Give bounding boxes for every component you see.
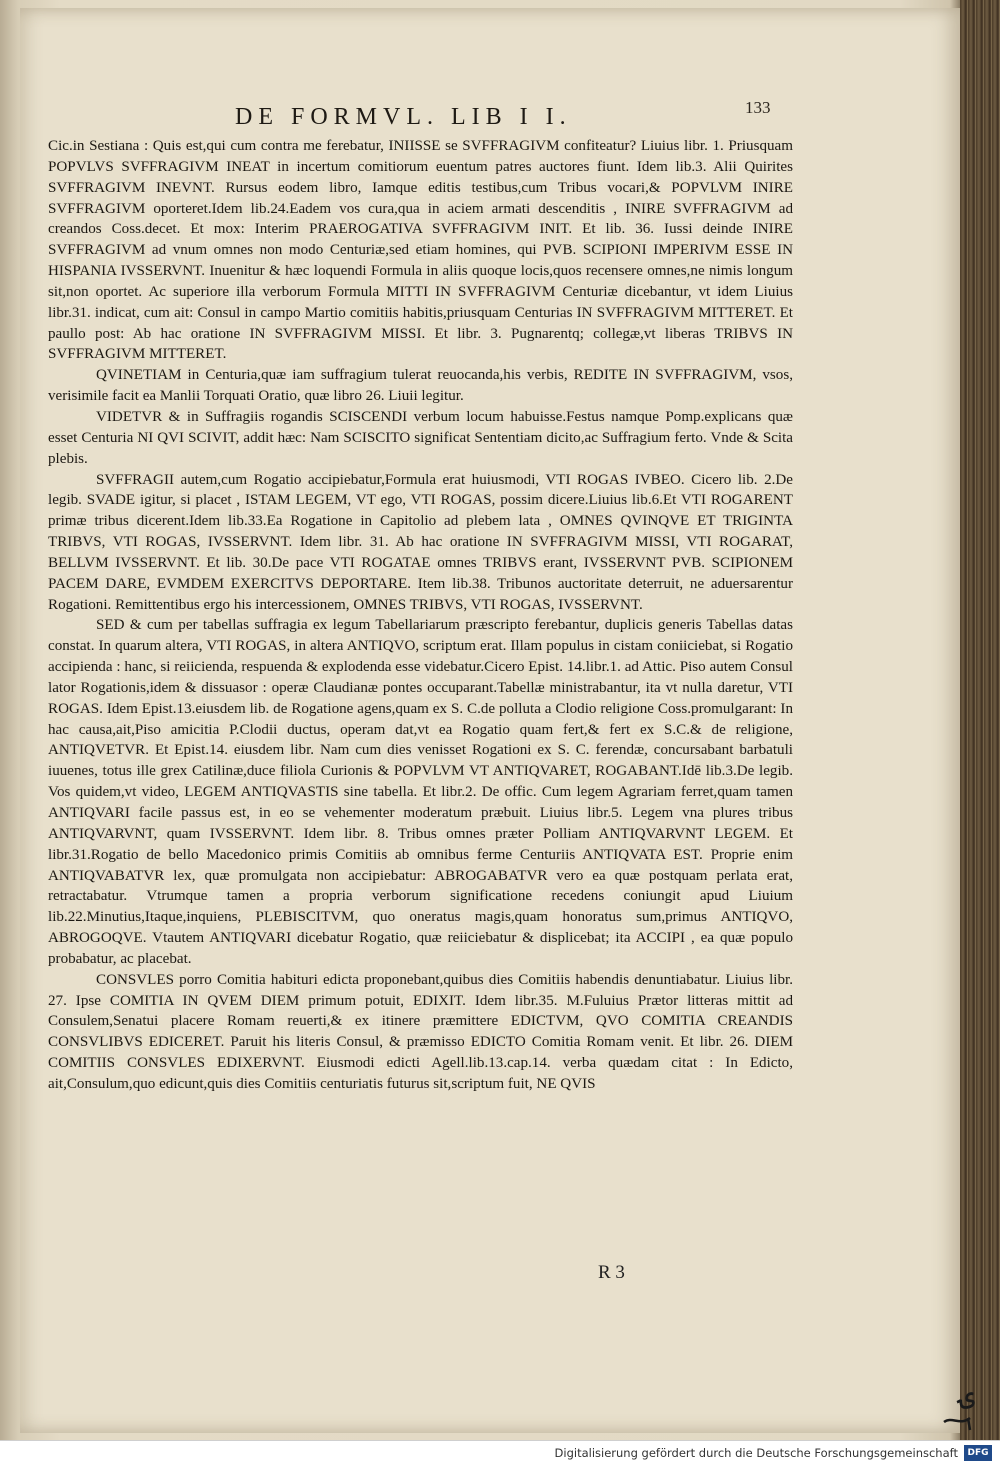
paragraph: CONSVLES porro Comitia habituri edicta proponebant,quibus dies Comitiis habendis denuntiabatur. Liuius libr. 27. Ipse COMITIA IN QVEM DIEM primum potuit, EDIXIT. Idem libr.35. M.Fuluius Prætor litteras mittit ad Consulem,Senatui placere Romam reuerti,& ex itinere præmittere EDICTVM, QVO COMITIA CREANDIS CONSVLIBVS EDICERET. Paruit his literis Consul, & præmisso EDICTO Comitia Romam venit. Et libr. 26. DIEM COMITIIS CONSVLES EDIXERVNT. Eiusmodi edicti Agell.lib.13.cap.14. verba quædam citat : In Edicto, ait,Consulum,quo edicunt,quis dies Comitiis centuriatis futurus sit,scriptum fuit, NE QVIS [48,971,793,1092]
paragraph: SVFFRAGII autem,cum Rogatio accipiebatur,Formula erat huiusmodi, VTI ROGAS IVBEO. Cicero lib. 2.De legib. SVADE igitur, si placet , ISTAM LEGEM, VT ego, VTI ROGAS, possim dicere.Liuius lib.6.Et VTI ROGARENT primæ tribus dicerent.Idem lib.33.Ea Rogatione in Capitolio ad plebem lata , OMNES QVINQVE ET TRIGINTA TRIBVS, VTI ROGAS, IVSSERVNT. Idem libr. 31. Ab hac oratione IN SVFFRAGIVM MISSI, VTI ROGARAT, BELLVM IVSSERVNT. Et lib. 30.De pace VTI ROGATAE omnes TRIBVS erant, IVSSERVNT PVB. SCIPIONEM PACEM DARE, EVMDEM EXERCITVS DEPORTARE. Item lib.38. Tribunos auctoritate deterruit, ne aduersarentur Rogationi. Remittentibus ergo his intercessionem, OMNES TRIBVS, VTI ROGAS, IVSSERVNT. [48,471,793,613]
paragraph: QVINETIAM in Centuria,quæ iam suffragium tulerat reuocanda,his verbis, REDITE IN SVFFRAGIVM, vsos, verisimile facit ea Manlii Torquati Oratio, quæ libro 26. Liuii legitur. [48,367,793,405]
signature-mark: R 3 [598,1262,625,1283]
page-body-text [48,136,793,1095]
dfg-logo: DFG [964,1445,992,1461]
paragraph: VIDETVR & in Suffragiis rogandis SCISCENDI verbum locum habuisse.Festus namque Pomp.explicans quæ esset Centuria NI QVI SCIVIT, addit hæc: Nam SCISCITO significat Sententiam dicito,ac Suffragium ferto. Vnde & Scita plebis. [48,408,793,467]
paragraph: Cic.in Sestiana : Quis est,qui cum contra me ferebatur, INIISSE se SVFFRAGIVM confiteatur? Liuius libr. 1. Priusquam POPVLVS SVFFRAGIVM INEAT in incertum comitiorum euentum patres auctores fiunt. Idem lib.3. Alii Quirites SVFFRAGIVM INEVNT. Rursus eodem libro, Iamque editis testibus,cum Tribus vocari,& POPVLVM INIRE SVFFRAGIVM oporteret.Idem lib.24.Eadem vos cura,qua in aciem armati descenditis , INIRE SVFFRAGIVM ad creandos Coss.decet. Et mox: Interim PRAEROGATIVA SVFFRAGIVM INIT. Et lib. 36. Iussi deinde INIRE SVFFRAGIVM ad vnum omnes non modo Centuriæ,sed etiam homines, qui PVB. SCIPIONI IMPERIVM ESSE IN HISPANIA IVSSERVNT. Inuenitur & hæc loquendi Formula in aliis quoque locis,quos recensere omnes,ne nimis longum sit,non oportet. Ac superiore illa verborum Formula MITTI IN SVFFRAGIVM Centuriæ dicebantur, vt idem Liuius libr.31. indicat, cum ait: Consul in campo Martio comitiis habitis,priusquam Centurias IN SVFFRAGIVM MITTERET. Et paullo post: Ab hac oratione IN SVFFRAGIVM MISSI. Et libr. 3. Pugnarentq; collegæ,vt liberas TRIBVS IN SVFFRAGIVM MITTERET. [48,138,793,363]
page-number: 133 [745,98,771,117]
book-spine [960,0,1000,1440]
margin-ink-mark: ۍ [955,1377,977,1412]
footer-credit: Digitalisierung gefördert durch die Deutsche Forschungsgemeinschaft [554,1446,958,1460]
footer-bar [0,1440,1000,1466]
running-head: DE FORMVL. LIB I I. [235,104,572,130]
paragraph: SED & cum per tabellas suffragia ex legum Tabellariarum præscripto ferebantur, duplicis generis Tabellas datas constat. In quarum altera, VTI ROGAS, in altera ANTIQVO, scriptum erat. Illam populus in cistam coniiciebat, si Rogatio accipienda : hanc, si reiicienda, respuenda & explodenda esse videbatur.Cicero Epist. 14.libr.1. ad Attic. Piso autem Consul lator Rogationis,idem & dissuasor : operæ Claudianæ pontes occuparant.Tabellæ ministrabantur, ita vt nulla daretur, VTI ROGAS. Idem Epist.13.eiusdem lib. de Rogatione agens,quam ex S. C.de polluta a Clodio religione Coss.promulgarant: In hac causa,ait,Piso amicitia P.Clodii ductus, operam dat,vt ea Rogatio quam fert,& fert ex S.C.& de religione, ANTIQVETVR. Et Epist.14. eiusdem libr. Nam cum dies venisset Rogationi ex S. C. ferendæ, concursabant barbatuli iuuenes, totus ille grex Catilinæ,duce filiola Curionis & POPVLVM VT ANTIQVARET, ROGABANT.Idē lib.3.De legib. Vos quidem,vt video, LEGEM ANTIQVASTIS sine tabella. Et libr.2. De offic. Cum legem Agrariam ferret,quam tamen ANTIQVARI facile passus est, in eo se vehementer moderatum præbuit. Liuius libr.5. Legem vna plures tribus ANTIQVARVNT, quam IVSSERVNT. Idem libr. 8. Tribus omnes præter Polliam ANTIQVARVNT LEGEM. Et libr.31.Rogatio de bello Macedonico primis Comitiis ab omnibus ferme Centuriis ANTIQVATA EST. Proprie enim ANTIQVABATVR lex, quæ promulgata non accipiebatur: ABROGABATVR vero ea quæ postquam perlata erat, retractabatur. Vtrumque tamen a propria verborum significatione recedens coniungit apud Liuium lib.22.Minutius,Itaque,inquiens, PLEBISCITVM, quo oneratus magis,quam honoratus sum,primus ANTIQVO, ABROGOQVE. Vtautem ANTIQVARI dicebatur Rogatio, quæ reiiciebatur & displicebat; ita ACCIPI , ea quæ populo probabatur, ac placebat. [48,617,793,967]
margin-ink-scribble [940,1408,980,1432]
